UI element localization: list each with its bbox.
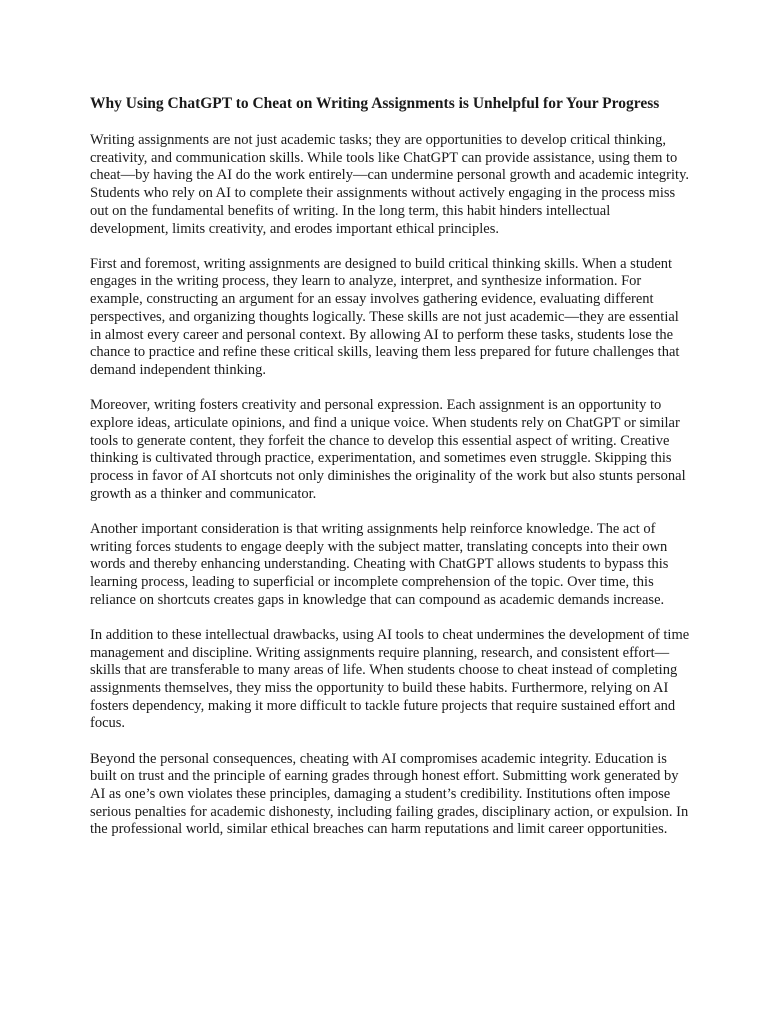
paragraph-6: Beyond the personal consequences, cheating with AI compromises academic integrity. Education is built on trust and the principle of earning grades through honest effort. Submitting work generated by AI as one’s own violates these principles, damaging a student’s credibility. Institutions often impose serious penalties for academic dishonesty, including failing grades, disciplinary action, or expulsion. In the professional world, similar ethical breaches can harm reputations and limit career opportunities.	[90, 750, 689, 838]
document-page	[90, 93, 690, 857]
paragraph-3: Moreover, writing fosters creativity and personal expression. Each assignment is an opportunity to explore ideas, articulate opinions, and find a unique voice. When students rely on ChatGPT or similar tools to generate content, they forfeit the chance to develop this essential aspect of writing. Creative thinking is cultivated through practice, experimentation, and sometimes even struggle. Skipping this process in favor of AI shortcuts not only diminishes the originality of the work but also stunts personal growth as a thinker and communicator.	[90, 397, 686, 502]
paragraph-2: First and foremost, writing assignments are designed to build critical thinking skills. When a student engages in the writing process, they learn to analyze, interpret, and synthesize information. For example, constructing an argument for an essay involves gathering evidence, evaluating different perspectives, and organizing thoughts logically. These skills are not just academic—they are essential in almost every career and personal context. By allowing AI to perform these tasks, students lose the chance to practice and refine these critical skills, leaving them less prepared for future challenges that demand independent thinking.	[90, 255, 680, 378]
paragraph-4: Another important consideration is that writing assignments help reinforce knowledge. The act of writing forces students to engage deeply with the subject matter, translating concepts into their own words and thereby enhancing understanding. Cheating with ChatGPT allows students to bypass this learning process, leading to superficial or incomplete comprehension of the topic. Over time, this reliance on shortcuts creates gaps in knowledge that can compound as academic demands increase.	[90, 520, 669, 608]
paragraph-5: In addition to these intellectual drawbacks, using AI tools to cheat undermines the development of time management and discipline. Writing assignments require planning, research, and consistent effort—skills that are transferable to many areas of life. When students choose to cheat instead of completing assignments themselves, they miss the opportunity to build these habits. Furthermore, relying on AI fosters dependency, making it more difficult to tackle future projects that require sustained effort and focus.	[90, 626, 690, 732]
document-title: Why Using ChatGPT to Cheat on Writing Assignments is Unhelpful for Your Progress	[90, 95, 660, 112]
paragraph-1: Writing assignments are not just academic tasks; they are opportunities to develop critical thinking, creativity, and communication skills. While tools like ChatGPT can provide assistance, using them to cheat—by having the AI do the work entirely—can undermine personal growth and academic integrity. Students who rely on AI to complete their assignments without actively engaging in the process miss out on the fundamental benefits of writing. In the long term, this habit hinders intellectual development, limits creativity, and erodes important ethical principles.	[90, 132, 690, 237]
